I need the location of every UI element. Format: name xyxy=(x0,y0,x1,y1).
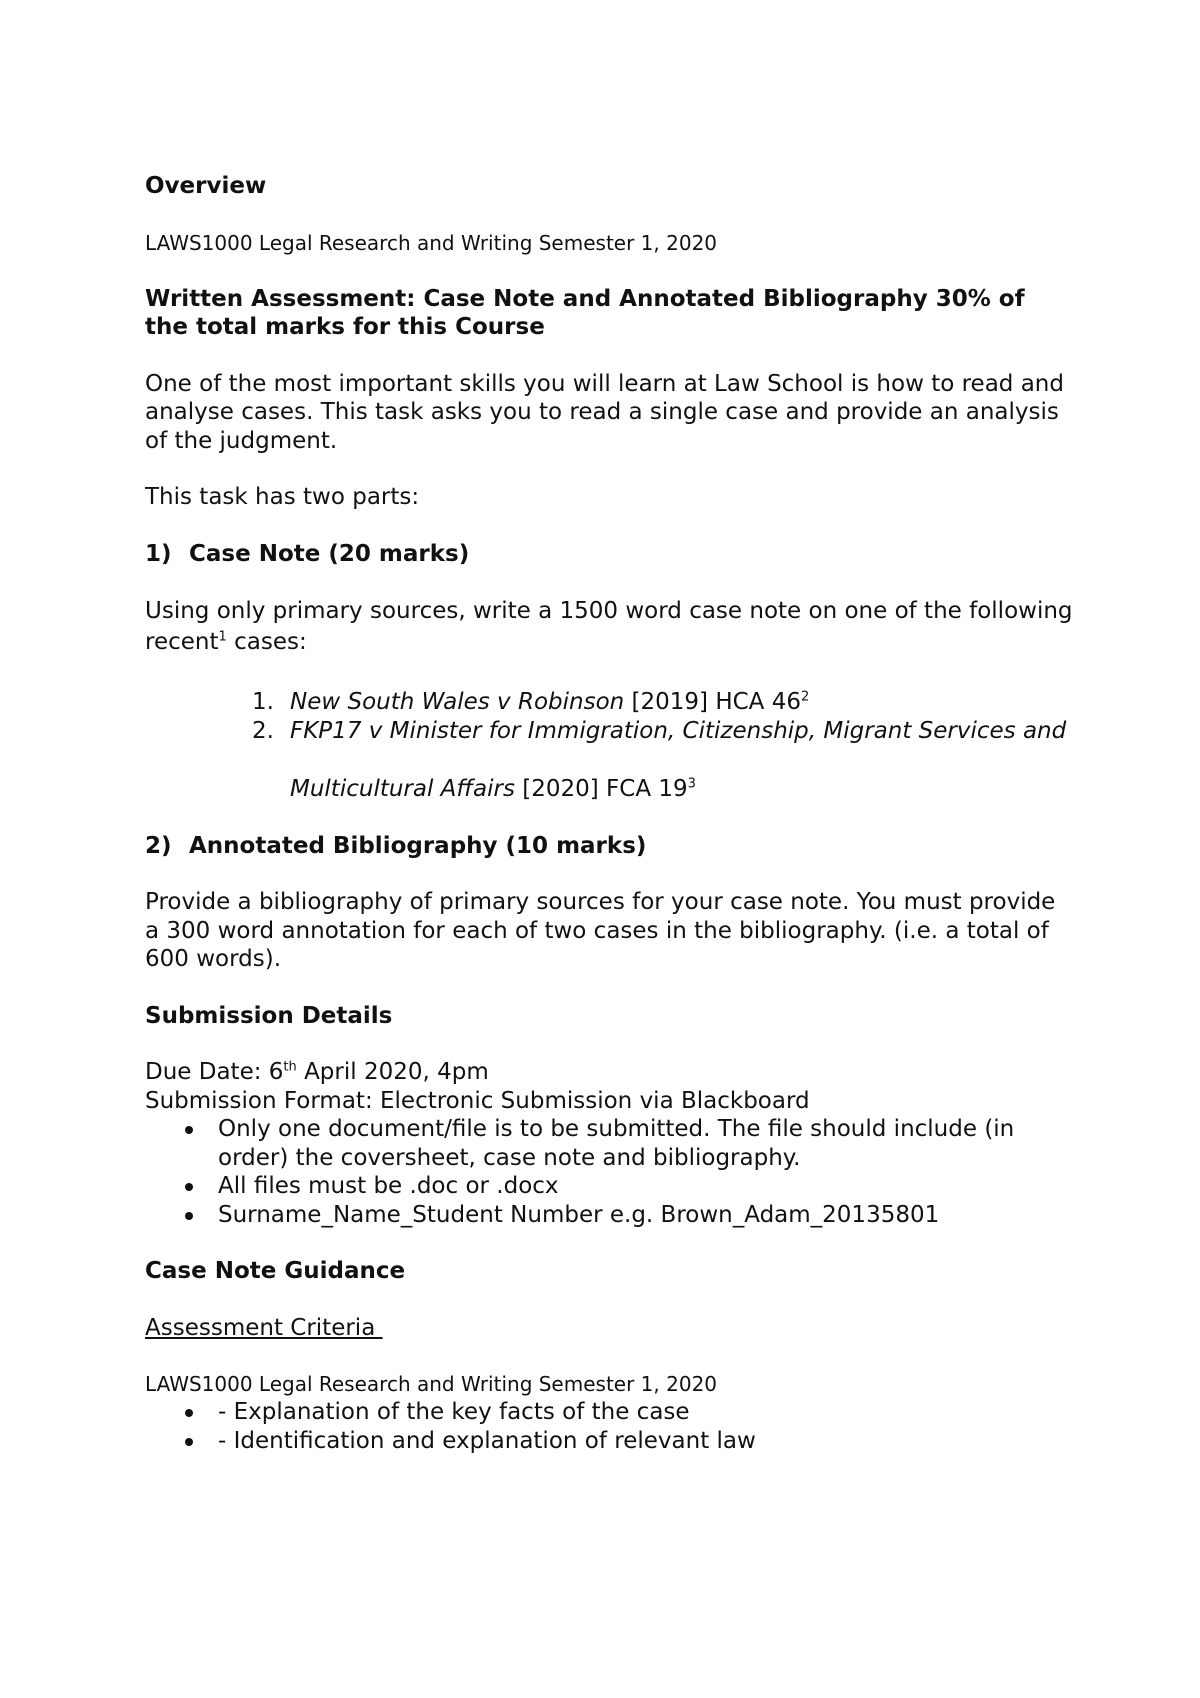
due-date-sup: th xyxy=(283,1059,297,1075)
bullet-icon xyxy=(185,1126,193,1134)
footnote-ref-2: 2 xyxy=(801,689,810,705)
list-item xyxy=(145,1427,1075,1456)
part1-text: Using only primary sources, write a 1500 word case note on one of the following recent xyxy=(145,598,1073,655)
case-2-marker: 2. xyxy=(252,717,274,744)
case-2-citation: [2020] FCA 19 xyxy=(514,776,688,802)
list-item xyxy=(145,1398,1075,1427)
bullet-text: Only one document/file is to be submitted. The file should include (in order) the coversheet, case note and bibliography. xyxy=(218,1116,1015,1171)
bullet-icon xyxy=(185,1183,193,1191)
part1-number: 1) xyxy=(145,540,172,567)
case-2-continuation xyxy=(290,775,1075,804)
case-list xyxy=(145,688,1075,804)
part1-title: Case Note (20 marks) xyxy=(189,540,470,567)
list-item xyxy=(145,717,1075,804)
criteria-bullets xyxy=(145,1398,1075,1455)
part1-heading xyxy=(145,540,1075,569)
part2-title: Annotated Bibliography (10 marks) xyxy=(189,832,647,859)
part2-heading xyxy=(145,832,1075,861)
intro-paragraph: One of the most important skills you will learn at Law School is how to read and analyse cases. This task asks you to read a single case and provide an analysis of the judgment. xyxy=(145,370,1064,454)
part2-number: 2) xyxy=(145,832,172,859)
bullet-icon xyxy=(185,1438,193,1446)
bullet-icon xyxy=(185,1409,193,1417)
part1-instructions xyxy=(145,596,1075,658)
bullet-text: Surname_Name_Student Number e.g. Brown_Adam_20135801 xyxy=(218,1201,940,1228)
parts-intro: This task has two parts: xyxy=(145,484,420,510)
list-item xyxy=(145,1172,1075,1201)
submission-bullets xyxy=(145,1115,1075,1229)
footnote-ref-3: 3 xyxy=(687,776,696,792)
part1-text-end: cases: xyxy=(226,629,307,655)
assessment-heading: Written Assessment: Case Note and Annotated Bibliography 30% of the total marks for this Course xyxy=(145,285,1025,340)
case-2-name: FKP17 v Minister for Immigration, Citizenship, Migrant Services and xyxy=(290,717,1067,744)
document-page xyxy=(145,172,1075,1455)
submission-format: Submission Format: Electronic Submission via Blackboard xyxy=(145,1087,810,1114)
case-1-citation: [2019] HCA 46 xyxy=(624,689,801,715)
due-date-suffix: April 2020, 4pm xyxy=(296,1059,489,1085)
bullet-text: All files must be .doc or .docx xyxy=(218,1173,559,1199)
guidance-heading: Case Note Guidance xyxy=(145,1258,406,1284)
bullet-text: - Identification and explanation of relevant law xyxy=(218,1427,756,1454)
course-line: LAWS1000 Legal Research and Writing Semester 1, 2020 xyxy=(145,230,718,255)
case-1-name: New South Wales v Robinson xyxy=(290,689,625,715)
course-line-repeat: LAWS1000 Legal Research and Writing Semester 1, 2020 xyxy=(145,1372,718,1396)
list-item xyxy=(145,688,1075,717)
submission-heading: Submission Details xyxy=(145,1002,393,1029)
due-date xyxy=(145,1058,1075,1087)
criteria-heading-text: Assessment Criteria xyxy=(145,1314,383,1341)
case-2-name-cont: Multicultural Affairs xyxy=(290,776,515,802)
list-item xyxy=(145,1201,1075,1230)
overview-heading: Overview xyxy=(145,173,267,199)
bullet-icon xyxy=(185,1212,193,1220)
due-date-prefix: Due Date: 6 xyxy=(145,1059,284,1085)
part2-instructions: Provide a bibliography of primary sources for your case note. You must provide a 300 word annotation for each of two cases in the bibliography. (i.e. a total of 600 words). xyxy=(145,889,1056,972)
bullet-text: - Explanation of the key facts of the case xyxy=(218,1399,690,1425)
list-item xyxy=(145,1115,1075,1172)
case-1-marker: 1. xyxy=(252,689,274,715)
criteria-heading xyxy=(145,1314,1075,1343)
footnote-ref-1: 1 xyxy=(218,629,227,645)
